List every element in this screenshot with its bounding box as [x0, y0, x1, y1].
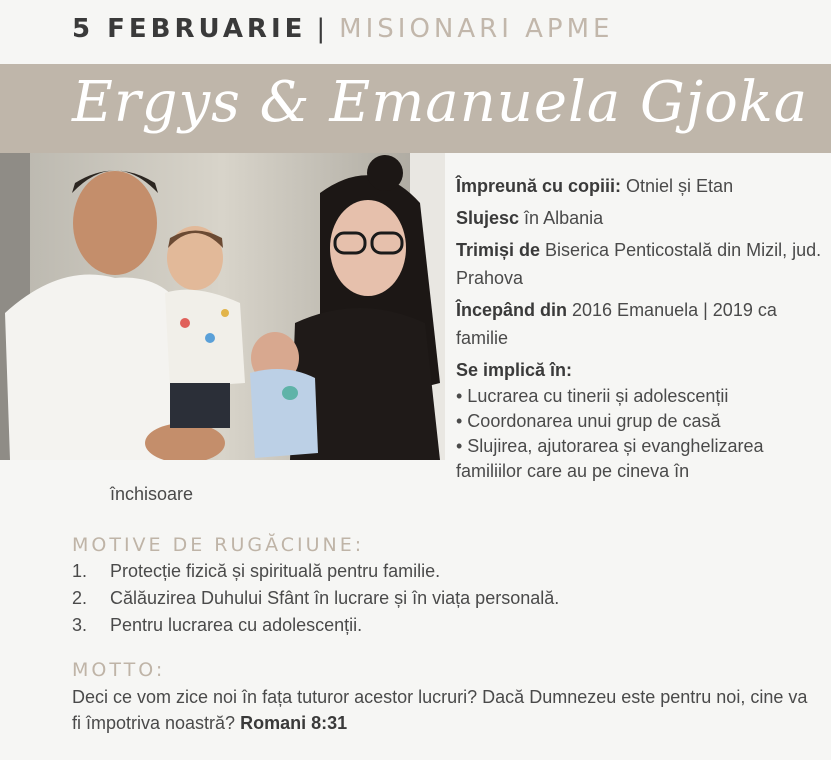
involved-list [456, 384, 828, 484]
info-panel [456, 172, 828, 484]
motto-text [72, 684, 812, 736]
list-item: • Slujirea, ajutorarea și evanghelizarea familiilor care au pe cineva în [456, 436, 764, 481]
prayer-title: MOTIVE DE RUGĂCIUNE: [72, 534, 365, 556]
children-label: Împreună cu copiii: [456, 176, 622, 196]
since-value: 2016 Emanuela | 2019 ca familie [456, 300, 777, 348]
motto-verse: Deci ce vom zice noi în fața tuturor acestor lucruri? Dacă Dumnezeu este pentru noi, cine va fi împotriva noastră? [72, 687, 808, 733]
prayer-text: Pentru lucrarea cu adolescenții. [110, 615, 363, 635]
list-item: • Lucrarea cu tinerii și adolescenții [456, 386, 729, 406]
prayer-list [72, 558, 812, 639]
sent-value: Biserica Penticostală din Mizil, jud. Prahova [456, 240, 822, 288]
family-photo [0, 153, 445, 460]
header-separator: | [316, 14, 330, 44]
prayer-number: 3. [72, 615, 88, 635]
involved-label: Se implică în: [456, 360, 573, 380]
prayer-item [72, 612, 812, 639]
since-label: Începând din [456, 300, 568, 320]
prayer-text: Călăuzirea Duhului Sfânt în lucrare și în viața personală. [110, 588, 560, 608]
missionary-names: Ergys & Emanuela Gjoka [72, 70, 809, 135]
header-date: 5 FEBRUARIE [72, 14, 307, 44]
prayer-number: 2. [72, 588, 88, 608]
motto-reference: Romani 8:31 [240, 713, 348, 733]
prayer-number: 1. [72, 561, 88, 581]
serve-row [456, 204, 828, 232]
prayer-item [72, 585, 812, 612]
page-header [72, 14, 613, 50]
children-value: Otniel și Etan [621, 176, 734, 196]
since-row [456, 296, 828, 352]
motto-title: MOTTO: [72, 659, 166, 681]
prayer-text: Protecție fizică și spirituală pentru familie. [110, 561, 441, 581]
sent-row [456, 236, 828, 292]
header-org: MISIONARI APME [339, 14, 614, 44]
involved-continuation: închisoare [110, 484, 194, 504]
serve-label: Slujesc [456, 208, 520, 228]
children-row [456, 172, 828, 200]
list-item: • Coordonarea unui grup de casă [456, 411, 721, 431]
prayer-item [72, 558, 812, 585]
family-photo-illustration [0, 153, 445, 460]
title-band [0, 64, 831, 153]
sent-label: Trimiși de [456, 240, 541, 260]
serve-value: în Albania [519, 208, 604, 228]
